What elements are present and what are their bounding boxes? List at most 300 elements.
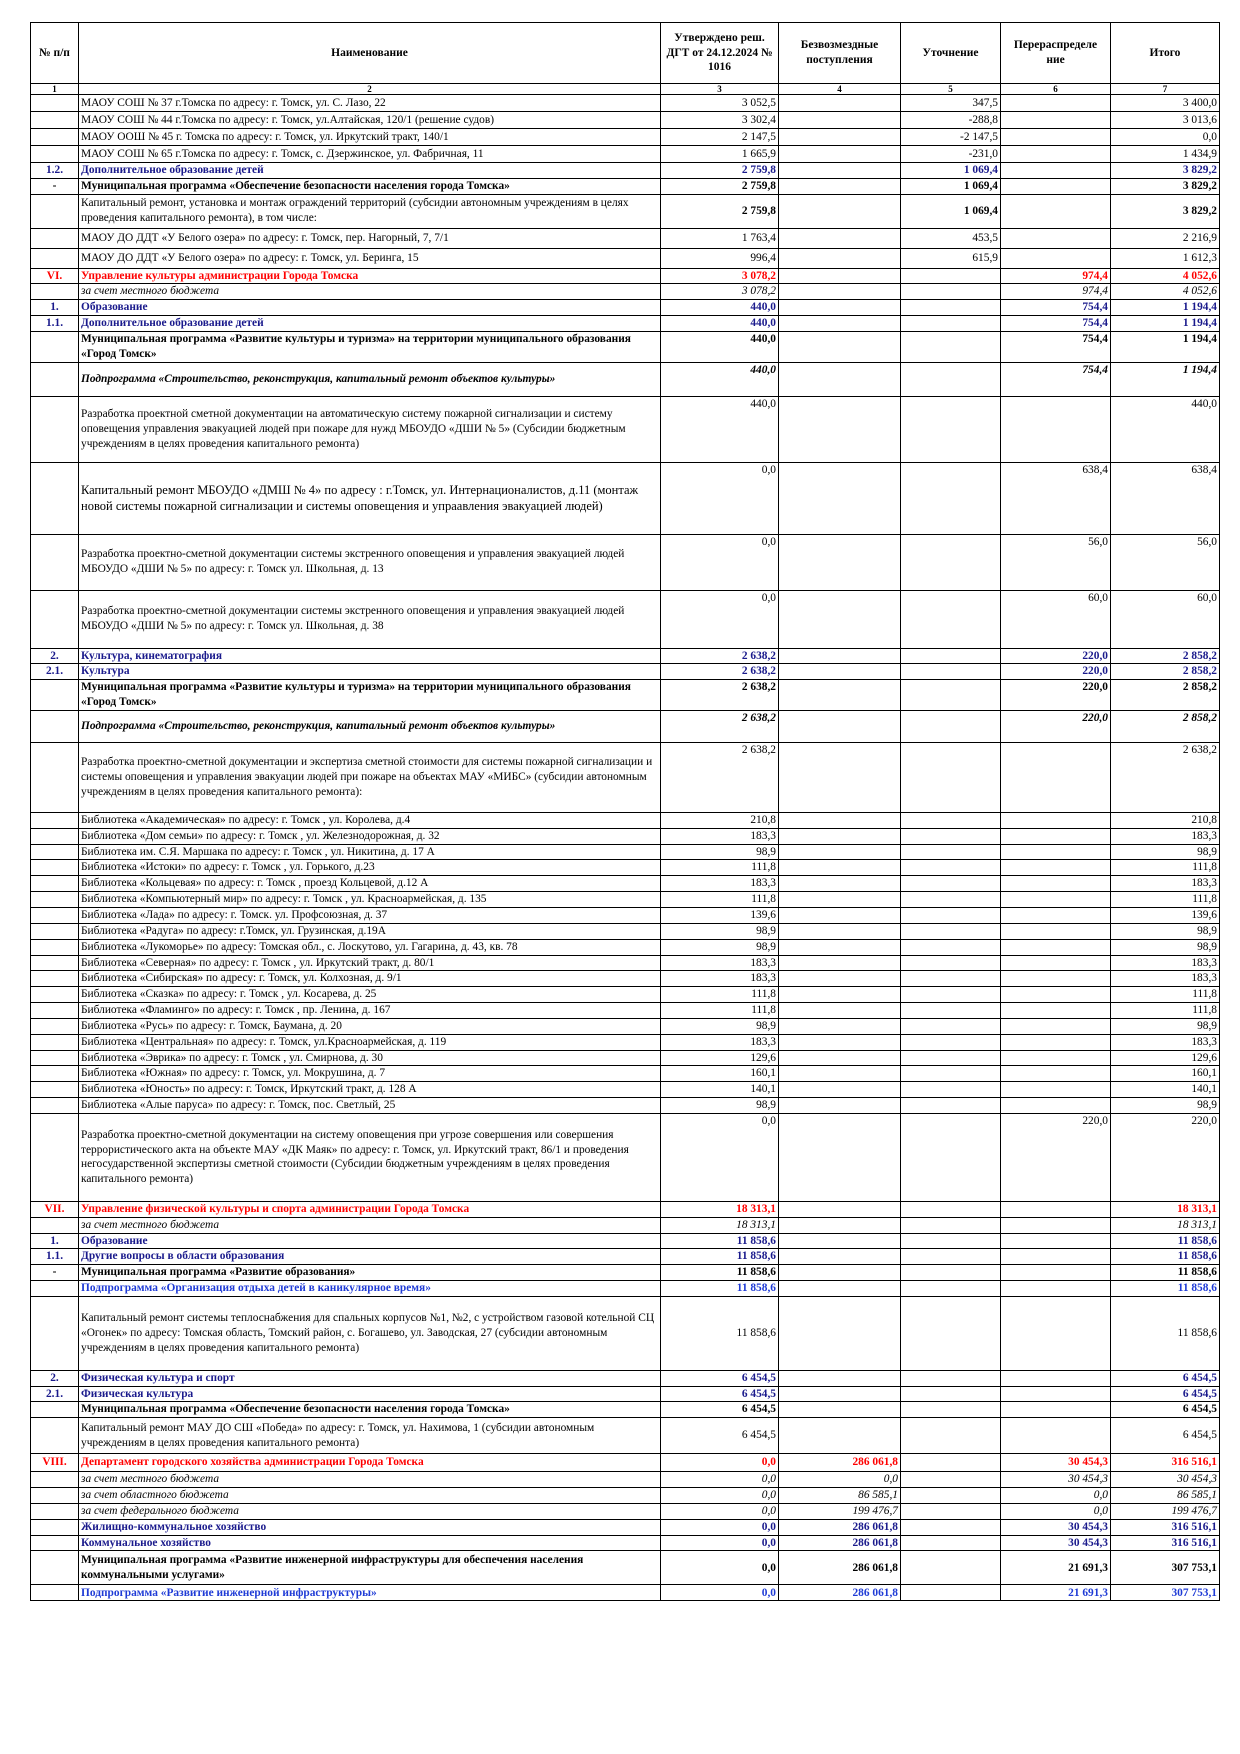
table-row	[31, 812, 1220, 828]
row-name: Библиотека «Лада» по адресу: г. Томск. ул. Профсоюзная, д. 37	[79, 908, 661, 924]
cell-clarification	[901, 396, 1001, 462]
row-number: -	[31, 1265, 79, 1281]
table-body	[31, 95, 1220, 1601]
cell-approved: 0,0	[661, 1519, 779, 1535]
table-row	[31, 194, 1220, 228]
row-number	[31, 742, 79, 812]
row-name: Капитальный ремонт МАУ ДО СШ «Победа» по адресу: г. Томск, ул. Нахимова, 1 (субсидии автономным учреждениям в целях проведения капитального ремонта)	[79, 1418, 661, 1454]
cell-total: 307 753,1	[1111, 1585, 1220, 1601]
cell-clarification	[901, 284, 1001, 300]
cell-total: 440,0	[1111, 396, 1220, 462]
row-name: Библиотека «Сказка» по адресу: г. Томск , ул. Косарева, д. 25	[79, 987, 661, 1003]
cell-gratuitous	[779, 1113, 901, 1201]
cell-clarification	[901, 876, 1001, 892]
cell-clarification	[901, 1370, 1001, 1386]
header-clarification: Уточнение	[901, 23, 1001, 84]
cell-gratuitous	[779, 955, 901, 971]
cell-gratuitous	[779, 396, 901, 462]
row-name: Библиотека им. С.Я. Маршака по адресу: г. Томск , ул. Никитина, д. 17 А	[79, 844, 661, 860]
cell-total: 111,8	[1111, 892, 1220, 908]
cell-gratuitous	[779, 1370, 901, 1386]
cell-total: 11 858,6	[1111, 1249, 1220, 1265]
cell-redistribution: 220,0	[1001, 1113, 1111, 1201]
cell-clarification	[901, 971, 1001, 987]
row-number	[31, 1472, 79, 1488]
row-name: за счет местного бюджета	[79, 1472, 661, 1488]
cell-gratuitous	[779, 129, 901, 146]
table-row	[31, 1050, 1220, 1066]
row-name: Библиотека «Юность» по адресу: г. Томск, Иркутский тракт, д. 128 А	[79, 1082, 661, 1098]
cell-redistribution	[1001, 396, 1111, 462]
cell-approved: 98,9	[661, 1098, 779, 1114]
cell-total: 316 516,1	[1111, 1535, 1220, 1551]
cell-redistribution	[1001, 1370, 1111, 1386]
header-gratuitous: Безвозмездные поступления	[779, 23, 901, 84]
cell-clarification	[901, 1201, 1001, 1217]
cell-clarification	[901, 590, 1001, 648]
row-name: Муниципальная программа «Развитие образования»	[79, 1265, 661, 1281]
cell-clarification	[901, 1233, 1001, 1249]
table-row	[31, 1280, 1220, 1296]
cell-clarification: 453,5	[901, 228, 1001, 248]
cell-clarification	[901, 987, 1001, 1003]
cell-total: 183,3	[1111, 828, 1220, 844]
cell-redistribution: 56,0	[1001, 534, 1111, 590]
cell-redistribution	[1001, 1066, 1111, 1082]
cell-clarification	[901, 742, 1001, 812]
row-number	[31, 1098, 79, 1114]
cell-total: 0,0	[1111, 129, 1220, 146]
row-number	[31, 1050, 79, 1066]
row-name: Библиотека «Русь» по адресу: г. Томск, Баумана, д. 20	[79, 1018, 661, 1034]
row-name: Культура, кинематография	[79, 648, 661, 664]
row-number: 1.	[31, 300, 79, 316]
cell-approved: 440,0	[661, 396, 779, 462]
row-number	[31, 1018, 79, 1034]
row-name: Муниципальная программа «Развитие культуры и туризма» на территории муниципального образования «Город Томск»	[79, 680, 661, 711]
cell-gratuitous	[779, 331, 901, 362]
cell-approved: 6 454,5	[661, 1386, 779, 1402]
row-number	[31, 1418, 79, 1454]
table-row	[31, 1519, 1220, 1535]
cell-total: 11 858,6	[1111, 1233, 1220, 1249]
row-number	[31, 284, 79, 300]
cell-approved: 2 759,8	[661, 178, 779, 194]
table-row	[31, 1488, 1220, 1504]
cell-total: 1 434,9	[1111, 146, 1220, 163]
cell-gratuitous: 86 585,1	[779, 1488, 901, 1504]
cell-approved: 996,4	[661, 248, 779, 268]
cell-total: 98,9	[1111, 844, 1220, 860]
table-row	[31, 1585, 1220, 1601]
table-row	[31, 1454, 1220, 1472]
row-name: Библиотека «Эврика» по адресу: г. Томск , ул. Смирнова, д. 30	[79, 1050, 661, 1066]
cell-redistribution: 754,4	[1001, 316, 1111, 332]
row-number	[31, 1519, 79, 1535]
cell-redistribution	[1001, 908, 1111, 924]
row-name: Библиотека «Северная» по адресу: г. Томск , ул. Иркутский тракт, д. 80/1	[79, 955, 661, 971]
cell-total: 316 516,1	[1111, 1519, 1220, 1535]
row-name: Капитальный ремонт системы теплоснабжения для спальных корпусов №1, №2, с устройством газовой котельной СЦ «Огонек» по адресу: Томская область, Томский район, с. Богашево, ул. Заводская, 27 (субсидии автономным учреждениям в целях проведения капитального ремонта)	[79, 1296, 661, 1370]
cell-approved: 0,0	[661, 590, 779, 648]
cell-clarification	[901, 462, 1001, 534]
table-row	[31, 939, 1220, 955]
cell-total: 3 829,2	[1111, 178, 1220, 194]
cell-clarification	[901, 268, 1001, 284]
cell-redistribution	[1001, 1217, 1111, 1233]
cell-gratuitous	[779, 664, 901, 680]
cell-gratuitous	[779, 268, 901, 284]
cell-redistribution	[1001, 146, 1111, 163]
row-name: Библиотека «Дом семьи» по адресу: г. Томск , ул. Железнодорожная, д. 32	[79, 828, 661, 844]
cell-gratuitous	[779, 1233, 901, 1249]
row-number	[31, 876, 79, 892]
row-name: Муниципальная программа «Обеспечение безопасности населения города Томска»	[79, 178, 661, 194]
colnum-2: 2	[79, 84, 661, 95]
cell-redistribution	[1001, 1003, 1111, 1019]
cell-total: 140,1	[1111, 1082, 1220, 1098]
cell-gratuitous	[779, 228, 901, 248]
header-no: № п/п	[31, 23, 79, 84]
cell-redistribution	[1001, 1018, 1111, 1034]
row-name: Капитальный ремонт, установка и монтаж ограждений территорий (субсидии автономным учреждениям в целях проведения капитального ремонта), в том числе:	[79, 194, 661, 228]
row-number	[31, 923, 79, 939]
cell-redistribution: 754,4	[1001, 331, 1111, 362]
table-row	[31, 1098, 1220, 1114]
row-name: Библиотека «Академическая» по адресу: г. Томск , ул. Королева, д.4	[79, 812, 661, 828]
row-number	[31, 396, 79, 462]
row-name: Жилищно-коммунальное хозяйство	[79, 1519, 661, 1535]
row-name: Капитальный ремонт МБОУДО «ДМШ № 4» по адресу : г.Томск, ул. Интернационалистов, д.11 (монтаж новой системы пожарной сигнализации и системы оповещения и упраавления эвакуацией людей)	[79, 462, 661, 534]
row-number	[31, 1217, 79, 1233]
table-row	[31, 146, 1220, 163]
cell-total: 60,0	[1111, 590, 1220, 648]
colnum-7: 7	[1111, 84, 1220, 95]
cell-gratuitous	[779, 316, 901, 332]
cell-gratuitous: 286 061,8	[779, 1551, 901, 1585]
cell-gratuitous: 286 061,8	[779, 1454, 901, 1472]
table-row	[31, 1296, 1220, 1370]
cell-approved: 3 302,4	[661, 112, 779, 129]
cell-gratuitous	[779, 1402, 901, 1418]
cell-clarification	[901, 710, 1001, 742]
row-number	[31, 1551, 79, 1585]
cell-approved: 440,0	[661, 362, 779, 396]
cell-redistribution: 30 454,3	[1001, 1472, 1111, 1488]
table-row	[31, 112, 1220, 129]
row-name: за счет федерального бюджета	[79, 1503, 661, 1519]
cell-clarification	[901, 1098, 1001, 1114]
cell-total: 2 858,2	[1111, 710, 1220, 742]
row-name: Библиотека «Южная» по адресу: г. Томск, ул. Мокрушина, д. 7	[79, 1066, 661, 1082]
row-number: -	[31, 178, 79, 194]
cell-clarification	[901, 939, 1001, 955]
cell-redistribution	[1001, 1296, 1111, 1370]
cell-total: 111,8	[1111, 987, 1220, 1003]
cell-redistribution: 638,4	[1001, 462, 1111, 534]
cell-gratuitous	[779, 1249, 901, 1265]
cell-clarification: -2 147,5	[901, 129, 1001, 146]
cell-redistribution	[1001, 892, 1111, 908]
cell-total: 98,9	[1111, 1018, 1220, 1034]
cell-approved: 6 454,5	[661, 1402, 779, 1418]
cell-clarification	[901, 1503, 1001, 1519]
header-approved: Утверждено реш. ДГТ от 24.12.2024 № 1016	[661, 23, 779, 84]
cell-approved: 183,3	[661, 955, 779, 971]
cell-gratuitous	[779, 300, 901, 316]
table-row	[31, 1082, 1220, 1098]
cell-total: 183,3	[1111, 955, 1220, 971]
table-row	[31, 284, 1220, 300]
cell-clarification	[901, 828, 1001, 844]
colnum-3: 3	[661, 84, 779, 95]
cell-gratuitous: 286 061,8	[779, 1519, 901, 1535]
row-name: Библиотека «Лукоморье» по адресу: Томская обл., с. Лоскутово, ул. Гагарина, д. 43, кв. 78	[79, 939, 661, 955]
cell-redistribution	[1001, 742, 1111, 812]
cell-approved: 2 759,8	[661, 163, 779, 179]
cell-redistribution	[1001, 971, 1111, 987]
cell-gratuitous	[779, 876, 901, 892]
cell-clarification	[901, 1386, 1001, 1402]
header-row	[31, 23, 1220, 84]
cell-gratuitous	[779, 1018, 901, 1034]
row-number	[31, 1066, 79, 1082]
table-row	[31, 680, 1220, 711]
cell-total: 4 052,6	[1111, 284, 1220, 300]
table-row	[31, 1535, 1220, 1551]
row-number	[31, 939, 79, 955]
row-name: Физическая культура и спорт	[79, 1370, 661, 1386]
table-row	[31, 1003, 1220, 1019]
row-number	[31, 1296, 79, 1370]
table-row	[31, 1113, 1220, 1201]
row-number: 2.	[31, 648, 79, 664]
cell-approved: 440,0	[661, 331, 779, 362]
row-name: Разработка проектно-сметной документации системы экстренного оповещения и управления эвакуацией людей МБОУДО «ДШИ № 5» по адресу: г. Томск ул. Школьная, д. 13	[79, 534, 661, 590]
cell-gratuitous	[779, 860, 901, 876]
cell-approved: 111,8	[661, 987, 779, 1003]
cell-clarification	[901, 1402, 1001, 1418]
row-number	[31, 1488, 79, 1504]
cell-total: 4 052,6	[1111, 268, 1220, 284]
cell-clarification	[901, 844, 1001, 860]
table-row	[31, 248, 1220, 268]
cell-approved: 11 858,6	[661, 1249, 779, 1265]
table-row	[31, 908, 1220, 924]
cell-redistribution	[1001, 860, 1111, 876]
cell-gratuitous	[779, 923, 901, 939]
cell-approved: 11 858,6	[661, 1233, 779, 1249]
table-row	[31, 1249, 1220, 1265]
cell-total: 210,8	[1111, 812, 1220, 828]
row-name: Управление культуры администрации Города Томска	[79, 268, 661, 284]
row-number: 2.	[31, 1370, 79, 1386]
cell-total: 98,9	[1111, 923, 1220, 939]
budget-table	[30, 22, 1220, 1601]
cell-gratuitous: 199 476,7	[779, 1503, 901, 1519]
cell-approved: 11 858,6	[661, 1296, 779, 1370]
cell-gratuitous	[779, 1296, 901, 1370]
cell-clarification	[901, 1018, 1001, 1034]
table-row	[31, 1472, 1220, 1488]
cell-clarification	[901, 923, 1001, 939]
row-number	[31, 362, 79, 396]
cell-clarification	[901, 1249, 1001, 1265]
row-number	[31, 590, 79, 648]
cell-redistribution: 21 691,3	[1001, 1551, 1111, 1585]
cell-clarification	[901, 362, 1001, 396]
cell-gratuitous	[779, 362, 901, 396]
cell-approved: 440,0	[661, 316, 779, 332]
table-row	[31, 648, 1220, 664]
row-number	[31, 534, 79, 590]
row-name: Разработка проектно-сметной документации системы экстренного оповещения и управления эвакуацией людей МБОУДО «ДШИ № 5» по адресу: г. Томск ул. Школьная, д. 38	[79, 590, 661, 648]
cell-gratuitous	[779, 1386, 901, 1402]
cell-gratuitous	[779, 1082, 901, 1098]
row-number	[31, 129, 79, 146]
cell-redistribution	[1001, 112, 1111, 129]
row-number	[31, 462, 79, 534]
row-number	[31, 95, 79, 112]
cell-approved: 0,0	[661, 1585, 779, 1601]
cell-redistribution: 754,4	[1001, 362, 1111, 396]
table-row	[31, 860, 1220, 876]
row-name: МАОУ СОШ № 44 г.Томска по адресу: г. Томск, ул.Алтайская, 120/1 (решение судов)	[79, 112, 661, 129]
row-number	[31, 860, 79, 876]
table-row	[31, 892, 1220, 908]
row-number	[31, 971, 79, 987]
cell-clarification	[901, 1472, 1001, 1488]
cell-clarification	[901, 664, 1001, 680]
cell-total: 220,0	[1111, 1113, 1220, 1201]
row-name: Образование	[79, 300, 661, 316]
cell-approved: 6 454,5	[661, 1370, 779, 1386]
cell-clarification	[901, 1519, 1001, 1535]
cell-approved: 18 313,1	[661, 1201, 779, 1217]
table-row	[31, 1265, 1220, 1281]
cell-approved: 2 147,5	[661, 129, 779, 146]
cell-total: 316 516,1	[1111, 1454, 1220, 1472]
cell-clarification	[901, 1280, 1001, 1296]
colnum-5: 5	[901, 84, 1001, 95]
cell-redistribution	[1001, 1082, 1111, 1098]
colnum-6: 6	[1001, 84, 1111, 95]
row-name: Библиотека «Кольцевая» по адресу: г. Томск , проезд Кольцевой, д.12 А	[79, 876, 661, 892]
table-row	[31, 396, 1220, 462]
cell-total: 183,3	[1111, 876, 1220, 892]
cell-redistribution: 974,4	[1001, 284, 1111, 300]
row-number: 2.1.	[31, 664, 79, 680]
cell-clarification	[901, 1296, 1001, 1370]
cell-redistribution	[1001, 939, 1111, 955]
cell-total: 2 216,9	[1111, 228, 1220, 248]
row-name: Департамент городского хозяйства администрации Города Томска	[79, 1454, 661, 1472]
colnum-1: 1	[31, 84, 79, 95]
cell-clarification	[901, 812, 1001, 828]
cell-gratuitous	[779, 680, 901, 711]
header-name: Наименование	[79, 23, 661, 84]
header-redistribution: Перераспределе ние	[1001, 23, 1111, 84]
cell-approved: 3 052,5	[661, 95, 779, 112]
cell-clarification: 615,9	[901, 248, 1001, 268]
cell-redistribution	[1001, 1249, 1111, 1265]
cell-clarification	[901, 1003, 1001, 1019]
table-row	[31, 664, 1220, 680]
row-name: Библиотека «Сибирская» по адресу: г. Томск, ул. Колхозная, д. 9/1	[79, 971, 661, 987]
cell-gratuitous	[779, 1280, 901, 1296]
cell-total: 30 454,3	[1111, 1472, 1220, 1488]
cell-clarification	[901, 1082, 1001, 1098]
cell-redistribution	[1001, 844, 1111, 860]
cell-approved: 0,0	[661, 1488, 779, 1504]
cell-total: 2 858,2	[1111, 680, 1220, 711]
cell-total: 98,9	[1111, 1098, 1220, 1114]
cell-gratuitous	[779, 812, 901, 828]
column-number-row	[31, 84, 1220, 95]
table-row	[31, 1386, 1220, 1402]
cell-approved: 98,9	[661, 923, 779, 939]
row-name: за счет местного бюджета	[79, 284, 661, 300]
cell-approved: 2 638,2	[661, 664, 779, 680]
cell-redistribution	[1001, 876, 1111, 892]
row-number	[31, 680, 79, 711]
cell-approved: 111,8	[661, 1003, 779, 1019]
cell-gratuitous	[779, 1034, 901, 1050]
cell-redistribution	[1001, 987, 1111, 1003]
table-row	[31, 1503, 1220, 1519]
row-name: Разработка проектно-сметной документации на систему оповещения при угрозе совершения или совершения террористического акта на объекте МАУ «ДК Маяк» по адресу: г. Томск, ул. Иркутский тракт, 86/1 и проведения негосударственной экспертизы сметной стоимости (Субсидии бюджетным учреждениям в целях проведения капитального ремонта)	[79, 1113, 661, 1201]
table-row	[31, 462, 1220, 534]
cell-total: 6 454,5	[1111, 1370, 1220, 1386]
cell-gratuitous	[779, 1098, 901, 1114]
cell-gratuitous	[779, 590, 901, 648]
cell-total: 2 638,2	[1111, 742, 1220, 812]
row-name: Муниципальная программа «Обеспечение безопасности населения города Томска»	[79, 1402, 661, 1418]
row-number	[31, 844, 79, 860]
cell-total: 183,3	[1111, 971, 1220, 987]
row-number: VI.	[31, 268, 79, 284]
row-number	[31, 1535, 79, 1551]
cell-total: 1 194,4	[1111, 331, 1220, 362]
cell-gratuitous: 286 061,8	[779, 1535, 901, 1551]
row-number: 1.	[31, 1233, 79, 1249]
cell-total: 3 829,2	[1111, 163, 1220, 179]
row-number	[31, 1113, 79, 1201]
table-row	[31, 742, 1220, 812]
cell-redistribution: 974,4	[1001, 268, 1111, 284]
cell-gratuitous	[779, 1003, 901, 1019]
table-row	[31, 955, 1220, 971]
cell-redistribution: 220,0	[1001, 680, 1111, 711]
table-row	[31, 129, 1220, 146]
cell-approved: 2 638,2	[661, 648, 779, 664]
cell-redistribution	[1001, 1280, 1111, 1296]
table-row	[31, 1201, 1220, 1217]
cell-total: 638,4	[1111, 462, 1220, 534]
cell-clarification: -231,0	[901, 146, 1001, 163]
cell-clarification	[901, 1050, 1001, 1066]
table-row	[31, 1418, 1220, 1454]
cell-gratuitous	[779, 178, 901, 194]
cell-total: 6 454,5	[1111, 1402, 1220, 1418]
cell-approved: 0,0	[661, 462, 779, 534]
row-name: Библиотека «Компьютерный мир» по адресу: г. Томск , ул. Красноармейская, д. 135	[79, 892, 661, 908]
cell-approved: 3 078,2	[661, 268, 779, 284]
cell-approved: 0,0	[661, 1113, 779, 1201]
cell-redistribution	[1001, 248, 1111, 268]
cell-gratuitous	[779, 742, 901, 812]
row-name: МАОУ ДО ДДТ «У Белого озера» по адресу: г. Томск, ул. Беринга, 15	[79, 248, 661, 268]
